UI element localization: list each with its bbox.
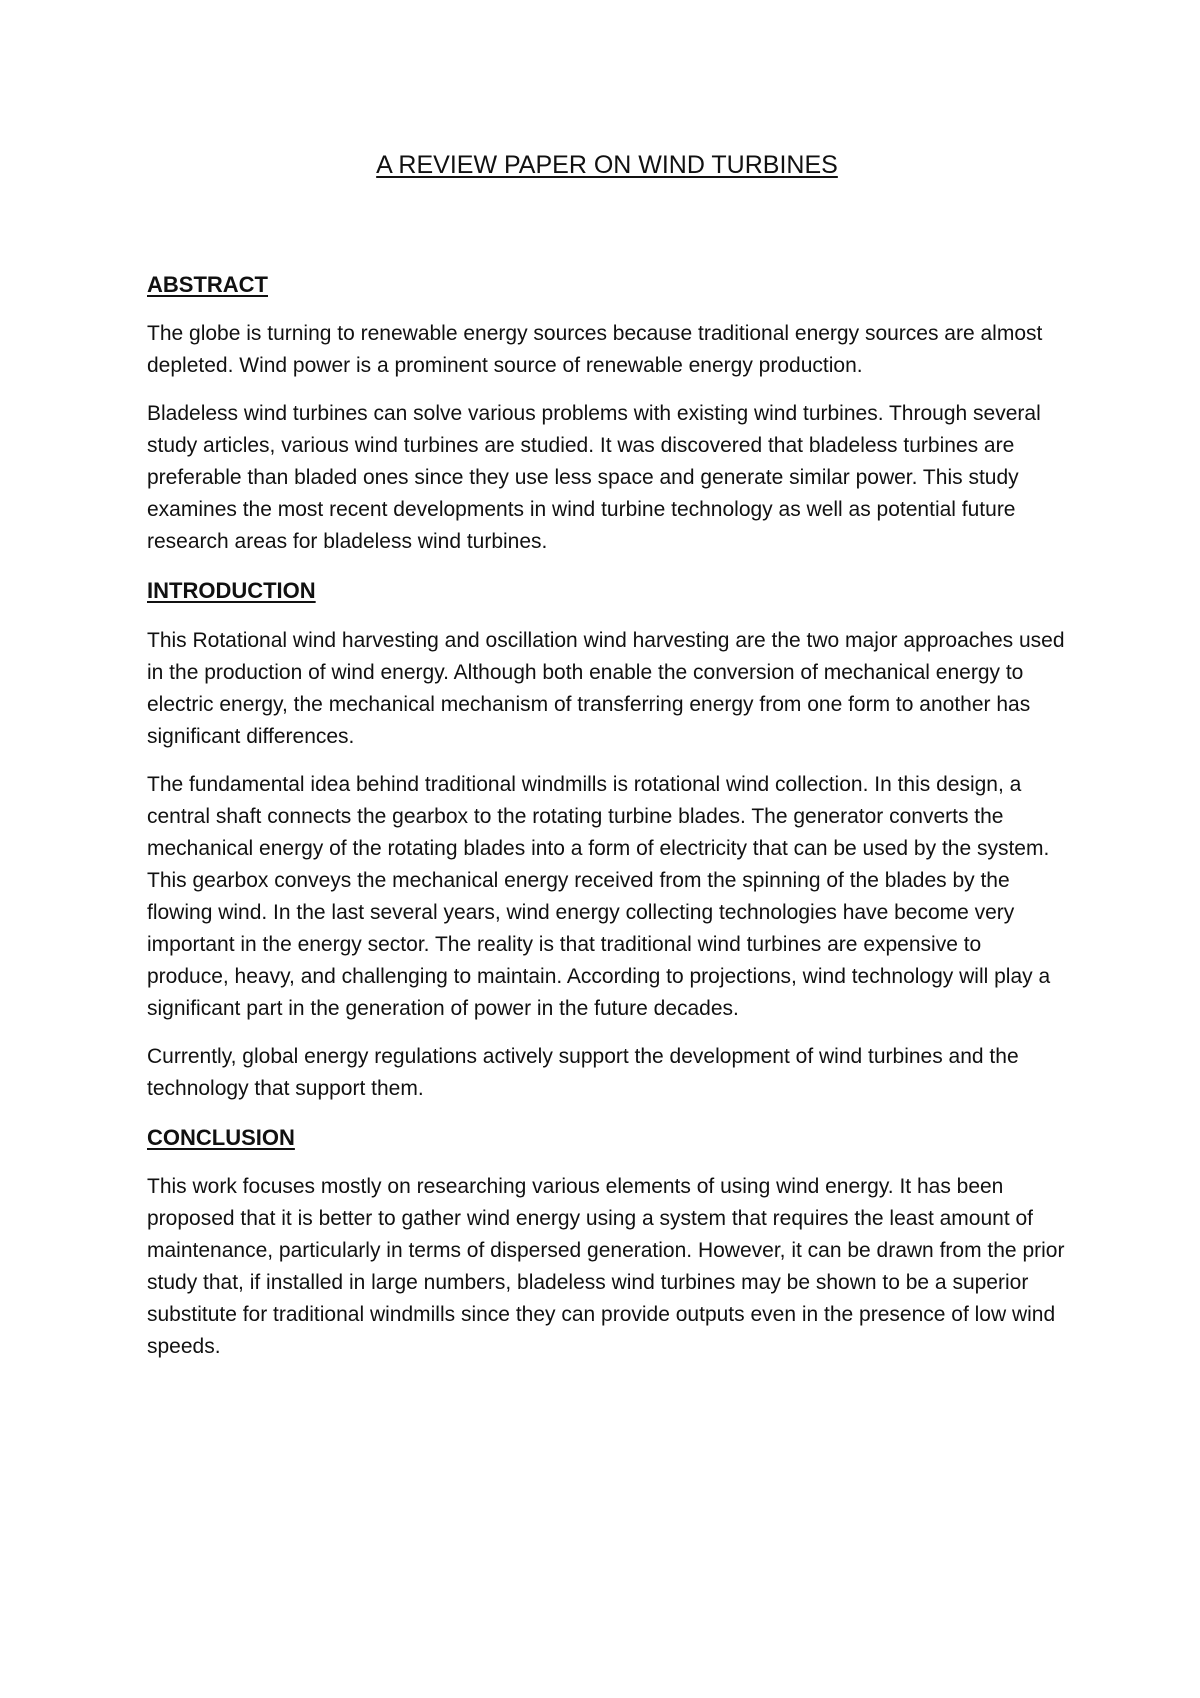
abstract-paragraph: The globe is turning to renewable energy sources because traditional energy sources are almost depleted. Wind power is a prominent source of renewable energy production.	[147, 322, 1043, 378]
document-title: A REVIEW PAPER ON WIND TURBINES	[376, 151, 838, 179]
abstract-paragraph: Bladeless wind turbines can solve various problems with existing wind turbines. Through several study articles, various wind turbines are studied. It was discovered that bladeless turbines are preferable than bladed ones since they use less space and generate similar power. This study examines the most recent developments in wind turbine technology as well as potential future research areas for bladeless wind turbines.	[147, 402, 1041, 554]
introduction-heading: INTRODUCTION	[147, 578, 316, 604]
abstract-heading: ABSTRACT	[147, 272, 268, 297]
conclusion-paragraph: This work focuses mostly on researching various elements of using wind energy. It has been proposed that it is better to gather wind energy using a system that requires the least amount of maintenance, particularly in terms of dispersed generation. However, it can be drawn from the prior study that, if installed in large numbers, bladeless wind turbines may be shown to be a superior substitute for traditional windmills since they can provide outputs even in the presence of low wind speeds.	[147, 1175, 1065, 1359]
introduction-section	[147, 578, 1067, 1104]
abstract-section	[147, 272, 1067, 558]
conclusion-heading: CONCLUSION	[147, 1124, 295, 1150]
document-content	[147, 150, 1067, 1379]
introduction-paragraph: The fundamental idea behind traditional windmills is rotational wind collection. In this design, a central shaft connects the gearbox to the rotating turbine blades. The generator converts the mechanical energy of the rotating blades into a form of electricity that can be used by the system. This gearbox conveys the mechanical energy received from the spinning of the blades by the flowing wind. In the last several years, wind energy collecting technologies have become very important in the energy sector. The reality is that traditional wind turbines are expensive to produce, heavy, and challenging to maintain. According to projections, wind technology will play a significant part in the generation of power in the future decades.	[147, 772, 1051, 1020]
introduction-paragraph: This Rotational wind harvesting and oscillation wind harvesting are the two major approaches used in the production of wind energy. Although both enable the conversion of mechanical energy to electric energy, the mechanical mechanism of transferring energy from one form to another has significant differences.	[147, 628, 1065, 748]
introduction-paragraph: Currently, global energy regulations actively support the development of wind turbines and the technology that support them.	[147, 1044, 1019, 1100]
conclusion-section	[147, 1125, 1067, 1363]
